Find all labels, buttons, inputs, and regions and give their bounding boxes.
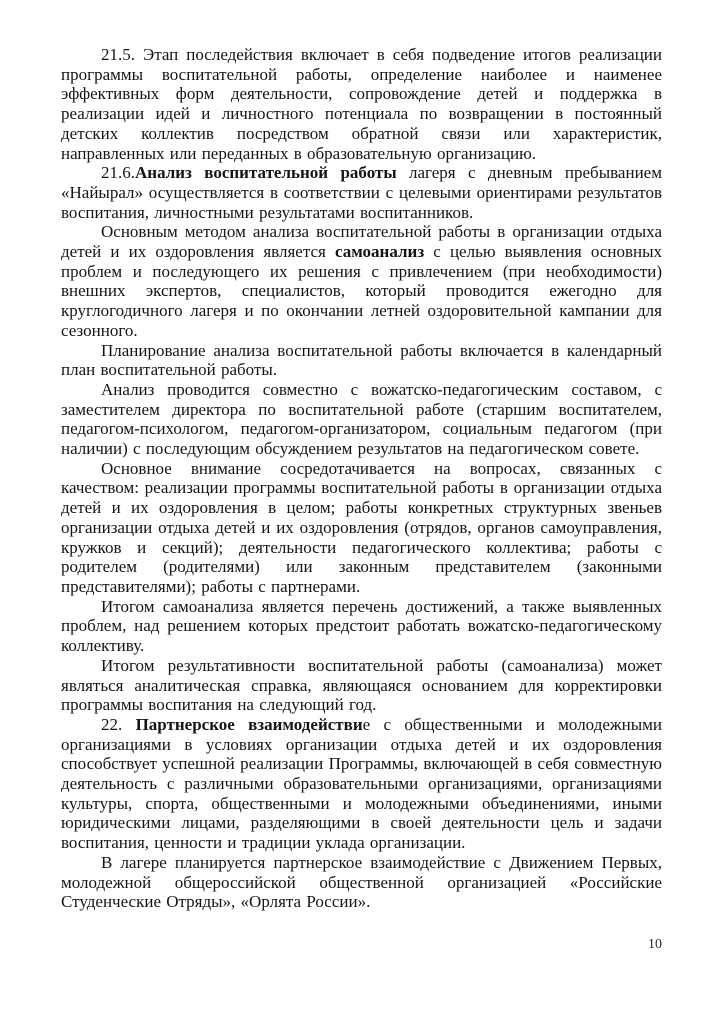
text-run: с целью выявления основных проблем и последующего их решения с привлечением (при необходимости) внешних экспертов, специалистов, который проводится ежегодно для круглогодичного лагеря и по окончании летней оздоровительной кампании для сезонного.	[61, 242, 662, 340]
bold-text-run: самоанализ	[334, 242, 425, 262]
text-run: Анализ проводится совместно с вожатско-педагогическим составом, с заместителем директора по воспитательной работе (старшим воспитателем, педагогом-психологом, педагогом-организатором, социальным педагогом (при наличии) с последующим обсуждением результатов на педагогическом совете.	[61, 379, 662, 459]
text-run: В лагере планируется партнерское взаимодействие с Движением Первых, молодежной общероссийской общественной организацией «Российские Студенческие Отряды», «Орлята России».	[61, 852, 662, 912]
page-number: 10	[648, 937, 662, 952]
paragraph-effectiveness-result	[61, 656, 662, 715]
text-run: 21.6.	[101, 163, 135, 183]
bold-text-run: Анализ воспитательной работы	[135, 163, 397, 183]
paragraph-analysis-conducted	[61, 380, 662, 459]
text-run: Основное внимание сосредотачивается на вопросах, связанных с качеством: реализации программы воспитательной работы в организации отдыха детей и их оздоровления в целом; работы конкретных структурных звеньев организации отдыха детей и их оздоровления (отрядов, органов самоуправления, кружков и секций); деятельности педагогического коллектива; работы с родителем (родителями) или законным представителем (законными представителями); работы с партнерами.	[61, 458, 662, 596]
text-run: Итогом результативности воспитательной работы (самоанализа) может являться аналитическая справка, являющаяся основанием для корректировки программы воспитания на следующий год.	[61, 655, 662, 715]
text-run: Основным методом анализа воспитательной работы в организации отдыха детей и их оздоровления является	[61, 222, 662, 262]
bold-text-run: Партнерское взаимодействи	[135, 714, 363, 734]
text-run: лагеря с дневным пребыванием «Найырал» осуществляется в соответствии с целевыми ориентирами результатов воспитания, личностными результатами воспитанников.	[61, 163, 662, 222]
text-run: 21.5. Этап последействия включает в себя подведение итогов реализации программы воспитательной работы, определение наиболее и наименее эффективных форм деятельности, сопровождение детей и поддержка в реализации идей и личностного потенциала по возвращении в постоянный детских коллектив посредством обратной связи или характеристик, направленных или переданных в образовательную организацию.	[61, 45, 662, 163]
paragraph-22-partnership	[61, 715, 662, 853]
paragraph-main-attention	[61, 459, 662, 597]
paragraph-camp-partnership	[61, 853, 662, 912]
text-run: 22.	[101, 714, 136, 734]
text-run: Планирование анализа воспитательной работы включается в календарный план воспитательной работы.	[61, 340, 662, 380]
paragraph-main-method	[61, 222, 662, 340]
paragraph-21-6	[61, 163, 662, 222]
paragraph-21-5	[61, 45, 662, 163]
document-body	[61, 45, 662, 912]
paragraph-planning	[61, 341, 662, 380]
text-run: Итогом самоанализа является перечень достижений, а также выявленных проблем, над решением которых предстоит работать вожатско-педагогическому коллективу.	[61, 596, 662, 656]
paragraph-self-analysis-result	[61, 597, 662, 656]
text-run: е с общественными и молодежными организациями в условиях организации отдыха детей и их оздоровления способствует успешной реализации Программы, включающей в себя совместную деятельность с различными образовательными организациями, организациями культуры, спорта, общественными и молодежными объединениями, иными юридическими лицами, разделяющими в своей деятельности цель и задачи воспитания, ценности и традиции уклада организации.	[61, 714, 663, 853]
